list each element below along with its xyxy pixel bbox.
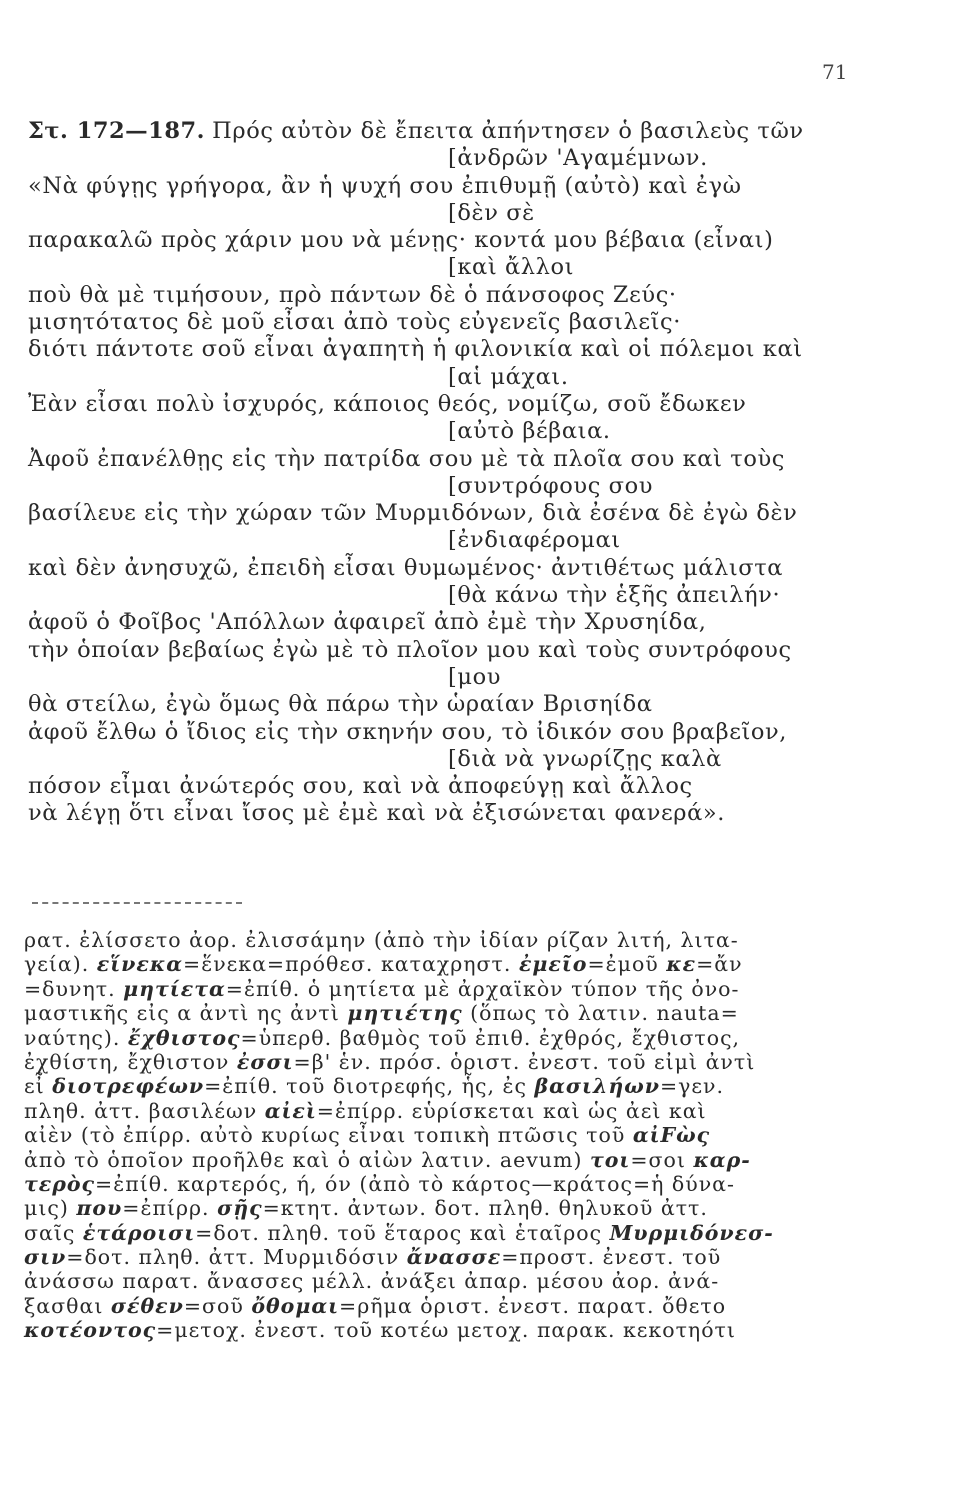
note-headword: διοτρεφέων xyxy=(52,1074,205,1099)
note-text: (ὅπως τὸ λατιν. nauta= xyxy=(462,1001,739,1026)
translation-line xyxy=(28,719,888,746)
note-headword: μητιέτης xyxy=(347,1001,463,1026)
translation-line-text: καὶ δὲν ἀνησυχῶ, ἐπειδὴ εἶσαι θυμωμένος· ἀντιθέτως μάλιστα xyxy=(28,554,784,581)
note-headword: τερὸς xyxy=(24,1171,96,1196)
translation-line xyxy=(28,637,888,664)
note-text: =β' ἑν. πρόσ. ὁριστ. ἐνεστ. τοῦ εἰμὶ ἀντὶ xyxy=(293,1049,756,1074)
note-line xyxy=(24,1099,884,1123)
translation-line-text: «Νὰ φύγῃς γρήγορα, ἂν ἡ ψυχή σου ἐπιθυμῇ (αὐτὸ) καὶ ἐγὼ xyxy=(28,172,742,199)
notes-block xyxy=(24,928,884,1343)
note-text: =ἐμοῦ xyxy=(587,952,667,977)
translation-line xyxy=(28,555,888,582)
note-line xyxy=(24,1172,884,1196)
translation-line xyxy=(28,446,888,473)
note-text: ξασθαι xyxy=(24,1293,111,1318)
note-headword: καρ- xyxy=(693,1147,751,1172)
note-text: εἶ xyxy=(24,1074,53,1099)
translation-line xyxy=(28,145,888,172)
note-line xyxy=(24,952,884,976)
note-line xyxy=(24,1318,884,1342)
translation-line xyxy=(28,582,888,609)
translation-line xyxy=(28,118,888,145)
note-headword: μητίετα xyxy=(123,976,226,1001)
translation-line-text: πόσον εἶμαι ἀνώτερός σου, καὶ νὰ ἀποφεύγῃ καὶ ἄλλος xyxy=(28,773,693,800)
note-text: =ἐπίρρ. xyxy=(122,1196,218,1221)
translation-line xyxy=(28,527,888,554)
note-headword: αἰεὶ xyxy=(264,1098,317,1123)
note-line xyxy=(24,1221,884,1245)
note-text: ναύτης). xyxy=(24,1025,128,1050)
verse-range-label: Στ. 172—187. xyxy=(28,118,205,144)
note-line xyxy=(24,1196,884,1220)
translation-line-text: ἀφοῦ ἔλθω ὁ ἴδιος εἰς τὴν σκηνήν σου, τὸ ἰδικόν σου βραβεῖον, xyxy=(28,718,788,745)
note-headword: που xyxy=(76,1196,123,1221)
note-text: =γεν. xyxy=(659,1074,724,1099)
note-line xyxy=(24,977,884,1001)
translation-line-text: [ἐνδιαφέρομαι xyxy=(448,527,621,554)
note-text: μαστικῆς εἰς α ἀντὶ ης ἀντὶ xyxy=(24,1001,348,1026)
translation-line xyxy=(28,336,888,363)
translation-line-text: νὰ λέγῃ ὅτι εἶναι ἴσος μὲ ἐμὲ καὶ νὰ ἐξισώνεται φανερά». xyxy=(28,800,725,827)
note-headword: ἄνασσε xyxy=(406,1245,502,1270)
translation-line xyxy=(28,800,888,827)
translation-line xyxy=(28,227,888,254)
translation-line-text: βασίλευε εἰς τὴν χώραν τῶν Μυρμιδόνων, διὰ ἐσένα δὲ ἐγὼ δὲν xyxy=(28,500,798,527)
note-line xyxy=(24,1074,884,1098)
note-text: =ρῆμα ὁριστ. ἐνεστ. παρατ. ὄθετο xyxy=(339,1293,727,1318)
translation-line-text: Ἀφοῦ ἐπανέλθῃς εἰς τὴν πατρίδα σου μὲ τὰ πλοῖα σου καὶ τοὺς xyxy=(28,445,785,472)
translation-line-text: [μου xyxy=(448,663,502,690)
note-text: αἰὲν (τὸ ἐπίρρ. αὐτὸ κυρίως εἶναι τοπικὴ πτῶσις τοῦ xyxy=(24,1123,633,1148)
note-text: =ὑπερθ. βαθμὸς τοῦ ἐπιθ. ἐχθρός, ἔχθιστος, xyxy=(240,1025,741,1050)
translation-line-text: [ἀνδρῶν 'Αγαμέμνων. xyxy=(448,145,708,172)
translation-line xyxy=(28,746,888,773)
translation-line xyxy=(28,173,888,200)
translation-line-text: διότι πάντοτε σοῦ εἶναι ἀγαπητὴ ἡ φιλονικία καὶ οἱ πόλεμοι καὶ xyxy=(28,336,803,363)
translation-line-text: θὰ στείλω, ἐγὼ ὅμως θὰ πάρω τὴν ὡραίαν Βρισηίδα xyxy=(28,691,653,718)
note-text: μις) xyxy=(24,1196,77,1221)
translation-line-text: μισητότατος δὲ μοῦ εἶσαι ἀπὸ τοὺς εὐγενεῖς βασιλεῖς· xyxy=(28,309,681,336)
note-line xyxy=(24,1050,884,1074)
translation-line xyxy=(28,418,888,445)
note-line xyxy=(24,1123,884,1147)
note-text: ἀνάσσω παρατ. ἄνασσες μέλλ. ἀνάξει ἀπαρ. μέσου ἀορ. ἀνά- xyxy=(24,1269,720,1294)
translation-line xyxy=(28,254,888,281)
note-line xyxy=(24,1269,884,1293)
note-text: =δυνητ. xyxy=(24,976,124,1001)
translation-line-text: ποὺ θὰ μὲ τιμήσουν, πρὸ πάντων δὲ ὁ πάνσοφος Ζεύς· xyxy=(28,281,677,308)
note-text: =σοῦ xyxy=(183,1293,252,1318)
note-text: =κτητ. ἀντων. δοτ. πληθ. θηλυκοῦ ἀττ. xyxy=(262,1196,708,1221)
note-text: ἐχθίστη, ἔχθιστον xyxy=(24,1049,237,1074)
note-text: =δοτ. πληθ. ἀττ. Μυρμιδόσιν xyxy=(66,1245,407,1270)
translation-line xyxy=(28,473,888,500)
translation-line-text: [αἱ μάχαι. xyxy=(448,363,569,390)
note-text: =ἄν xyxy=(696,952,743,977)
note-text: =ἕνεκα=πρόθεσ. καταχρηστ. xyxy=(183,952,519,977)
translation-line-text: Πρός αὐτὸν δὲ ἔπειτα ἀπήντησεν ὁ βασιλεὺς τῶν xyxy=(212,118,804,144)
translation-line-text: Ἐὰν εἶσαι πολὺ ἰσχυρός, κάποιος θεός, νομίζω, σοῦ ἔδωκεν xyxy=(28,390,747,417)
translation-line xyxy=(28,282,888,309)
translation-line-text: [αὐτὸ βέβαια. xyxy=(448,418,611,445)
note-headword: σέθεν xyxy=(110,1293,184,1318)
page-number: 71 xyxy=(822,60,848,84)
translation-line xyxy=(28,773,888,800)
translation-line xyxy=(28,500,888,527)
note-headword: Μυρμιδόνεσ- xyxy=(609,1220,774,1245)
translation-line xyxy=(28,364,888,391)
translation-line xyxy=(28,664,888,691)
note-headword: ἑτάροισι xyxy=(82,1220,196,1245)
translation-block xyxy=(28,118,888,828)
translation-line-text: ἀφοῦ ὁ Φοῖβος 'Απόλλων ἀφαιρεῖ ἀπὸ ἐμὲ τὴν Χρυσηίδα, xyxy=(28,609,707,636)
note-text: =δοτ. πληθ. τοῦ ἕταρος καὶ ἑταῖρος xyxy=(195,1220,610,1245)
translation-line xyxy=(28,309,888,336)
translation-line xyxy=(28,200,888,227)
note-text: γεία). xyxy=(24,952,97,977)
note-line xyxy=(24,928,884,952)
note-headword: ἐμεῖο xyxy=(518,952,588,977)
translation-line-text: [συντρόφους σου xyxy=(448,472,654,499)
translation-line xyxy=(28,691,888,718)
note-text: =σοι xyxy=(630,1147,694,1172)
translation-line-text: [καὶ ἄλλοι xyxy=(448,254,575,281)
note-text: =ἐπίθ. ὁ μητίετα μὲ ἀρχαϊκὸν τύπον τῆς ὀνο- xyxy=(225,976,740,1001)
note-line xyxy=(24,1001,884,1025)
note-text: =ἐπίθ. τοῦ διοτρεφής, ἧς, ἐς xyxy=(204,1074,535,1099)
note-text: =ἐπίθ. καρτερός, ή, όν (ἀπὸ τὸ κάρτος—κράτος=ἡ δύνα- xyxy=(95,1171,735,1196)
note-headword: κοτέοντος xyxy=(24,1318,157,1343)
note-text: ρατ. ἐλίσσετο ἀορ. ἐλισσάμην (ἀπὸ τὴν ἰδίαν ρίζαν λιτή, λιτα- xyxy=(24,928,739,952)
translation-line-text: [δὲν σὲ xyxy=(448,199,535,226)
note-text: =ἐπίρρ. εὑρίσκεται καὶ ὡς ἀεὶ καὶ xyxy=(316,1098,707,1123)
note-line xyxy=(24,1294,884,1318)
note-headword: σιν xyxy=(24,1245,67,1270)
note-headword: εἵνεκα xyxy=(96,952,184,977)
translation-line-text: [διὰ νὰ γνωρίζῃς καλὰ xyxy=(448,745,722,772)
translation-line-text: [θὰ κάνω τὴν ἑξῆς ἀπειλήν· xyxy=(448,582,781,609)
translation-line xyxy=(28,391,888,418)
note-headword: τοι xyxy=(589,1147,631,1172)
footnote-divider xyxy=(32,902,242,904)
note-headword: ἐσσι xyxy=(236,1049,294,1074)
translation-line xyxy=(28,609,888,636)
note-text: σαῖς xyxy=(24,1220,83,1245)
note-headword: ὄθομαι xyxy=(251,1293,340,1318)
note-line xyxy=(24,1245,884,1269)
note-headword: βασιλήων xyxy=(534,1074,660,1099)
note-text: =προστ. ἐνεστ. τοῦ xyxy=(501,1245,722,1270)
note-headword: αἰFὼς xyxy=(632,1123,711,1148)
note-headword: κε xyxy=(666,952,697,977)
note-text: =μετοχ. ἐνεστ. τοῦ κοτέω μετοχ. παρακ. κεκοτηότι xyxy=(156,1318,736,1343)
note-text: πληθ. ἀττ. βασιλέων xyxy=(24,1098,265,1123)
translation-line-text: τὴν ὁποίαν βεβαίως ἐγὼ μὲ τὸ πλοῖον μου καὶ τοὺς συντρόφους xyxy=(28,636,792,663)
translation-line-text: παρακαλῶ πρὸς χάριν μου νὰ μένῃς· κοντά μου βέβαια (εἶναι) xyxy=(28,227,774,254)
note-line xyxy=(24,1026,884,1050)
note-line xyxy=(24,1148,884,1172)
note-headword: ἔχθιστος xyxy=(127,1025,241,1050)
note-text: ἀπὸ τὸ ὁποῖον προῆλθε καὶ ὁ αἰὼν λατιν. aevum) xyxy=(24,1147,590,1172)
note-headword: σῇς xyxy=(217,1196,263,1221)
